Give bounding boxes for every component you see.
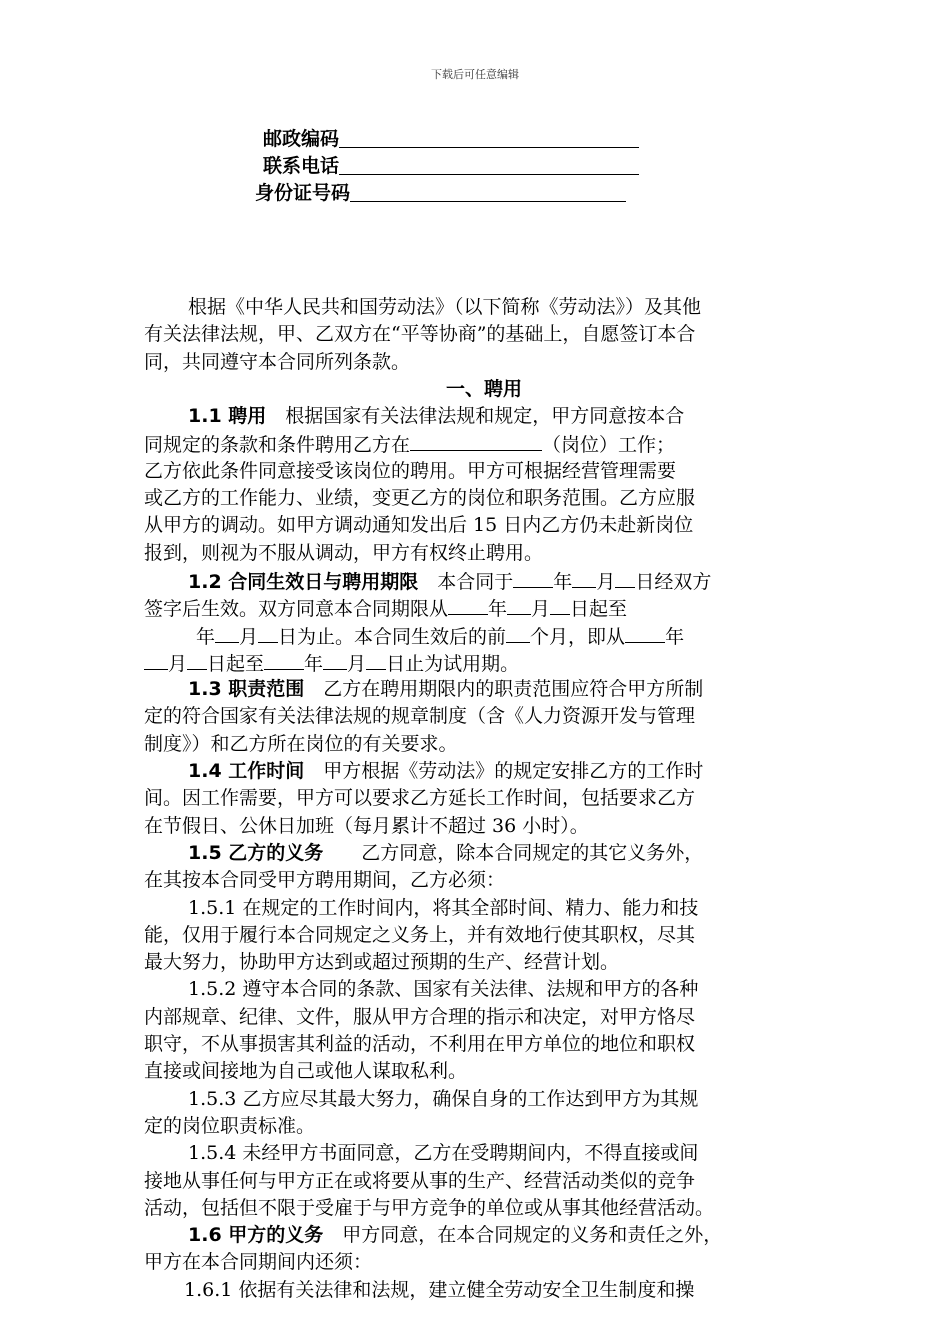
text-span: 日起至: [207, 652, 265, 675]
text-line: 在节假日、公休日加班（每月累计不超过 36 小时）。: [144, 814, 589, 837]
id-number-blank[interactable]: [350, 181, 626, 202]
text-span: 年: [553, 570, 573, 593]
text-span: 乙方在聘用期限内的职责范围应符合甲方所制: [323, 678, 704, 701]
text-span: 月: [347, 652, 367, 675]
text-span: 年: [488, 598, 508, 621]
clause-heading: 1.4 工作时间: [188, 760, 305, 783]
clause-1-1: [144, 403, 824, 430]
clause-1-3: [144, 676, 824, 703]
clause-heading: 1.1 聘用: [188, 405, 267, 428]
text-span: 日经双方: [635, 570, 712, 593]
postal-code-blank[interactable]: [339, 127, 639, 148]
months-blank[interactable]: [506, 622, 530, 643]
text-line: 制度》）和乙方所在岗位的有关要求。: [144, 732, 458, 755]
text-line: 活动，包括但不限于受雇于与甲方竞争的单位或从事其他经营活动。: [144, 1196, 715, 1219]
text-span: 日为止。本合同生效后的前: [278, 625, 507, 648]
text-line: [144, 594, 824, 621]
date-blank[interactable]: [615, 567, 635, 588]
text-span: 年: [665, 625, 685, 648]
id-number-line: [255, 178, 639, 205]
text-line: 报到，则视为不服从调动，甲方有权终止聘用。: [144, 541, 544, 564]
text-line: [144, 649, 824, 676]
phone-line: [255, 151, 639, 178]
text-line: [144, 430, 824, 457]
date-blank[interactable]: [507, 594, 531, 615]
contract-body: [144, 294, 824, 1304]
text-line: 有关法律法规，甲、乙双方在“平等协商”的基础上，自愿签订本合: [144, 323, 696, 346]
text-span: 甲方根据《劳动法》的规定安排乙方的工作时: [323, 760, 704, 783]
text-line: 直接或间接地为自己或他人谋取私利。: [144, 1060, 468, 1083]
text-line: 内部规章、纪律、文件，服从甲方合理的指示和决定，对甲方恪尽: [144, 1005, 696, 1028]
text-line: 在其按本合同受甲方聘用期间，乙方必须：: [144, 869, 506, 892]
text-line: 定的符合国家有关法律法规的规章制度（含《人力资源开发与管理: [144, 705, 696, 728]
text-line: 从甲方的调动。如甲方调动通知发出后 15 日内乙方仍未赴新岗位: [144, 514, 694, 537]
text-line: 接地从事任何与甲方正在或将要从事的生产、经营活动类似的竞争: [144, 1169, 696, 1192]
clause-1-5: [144, 840, 824, 867]
text-line: 1.5.4 未经甲方书面同意，乙方在受聘期间内，不得直接或间: [188, 1142, 699, 1165]
text-span: 签字后生效。双方同意本合同期限从: [144, 598, 449, 621]
text-span: 月: [168, 652, 188, 675]
text-span: 年: [196, 625, 216, 648]
date-blank[interactable]: [323, 649, 347, 670]
date-blank[interactable]: [187, 649, 207, 670]
text-span: 同规定的条款和条件聘用乙方在: [144, 434, 411, 457]
text-line: 或乙方的工作能力、业绩，变更乙方的岗位和职务范围。乙方应服: [144, 487, 696, 510]
phone-blank[interactable]: [339, 154, 639, 175]
text-line: 甲方在本合同期间内还须：: [144, 1251, 373, 1274]
date-blank[interactable]: [215, 622, 239, 643]
text-line: 职守，不从事损害其利益的活动，不利用在甲方单位的地位和职权: [144, 1033, 696, 1056]
section-heading: 一、聘用: [445, 377, 522, 400]
text-line: 间。因工作需要，甲方可以要求乙方延长工作时间，包括要求乙方: [144, 787, 696, 810]
contact-info-block: [255, 124, 639, 205]
text-line: 1.5.3 乙方应尽其最大努力，确保自身的工作达到甲方为其规: [188, 1087, 699, 1110]
id-number-label: 身份证号码: [255, 182, 351, 204]
date-blank[interactable]: [144, 649, 168, 670]
date-blank[interactable]: [258, 622, 278, 643]
text-span: 日起至: [570, 598, 628, 621]
text-span: 个月，即从: [530, 625, 626, 648]
text-line: 1.5.2 遵守本合同的条款、国家有关法律、法规和甲方的各种: [188, 978, 699, 1001]
text-span: 乙方同意，除本合同规定的其它义务外，: [361, 841, 704, 864]
text-span: 月: [239, 625, 259, 648]
text-line: 同，共同遵守本合同所列条款。: [144, 350, 411, 373]
text-span: 甲方同意，在本合同规定的义务和责任之外，: [342, 1224, 723, 1247]
clause-1-6: [144, 1222, 824, 1249]
date-blank[interactable]: [448, 594, 488, 615]
text-span: 本合同于: [437, 570, 514, 593]
text-span: 根据国家有关法律法规和规定，甲方同意按本合: [285, 405, 685, 428]
date-blank[interactable]: [625, 622, 665, 643]
clause-heading: 1.2 合同生效日与聘用期限: [188, 570, 419, 593]
text-span: 月: [596, 570, 616, 593]
text-line: 1.5.1 在规定的工作时间内，将其全部时间、精力、能力和技: [188, 896, 699, 919]
clause-1-2: [144, 567, 824, 594]
text-line: 1.6.1 依据有关法律和法规，建立健全劳动安全卫生制度和操: [184, 1278, 695, 1301]
text-span: 日止为试用期。: [386, 652, 520, 675]
text-span: 年: [304, 652, 324, 675]
clause-1-4: [144, 758, 824, 785]
date-blank[interactable]: [572, 567, 596, 588]
phone-label: 联系电话: [263, 155, 340, 177]
postal-code-line: [255, 124, 639, 151]
text-line: [144, 622, 824, 649]
date-blank[interactable]: [550, 594, 570, 615]
postal-code-label: 邮政编码: [263, 128, 340, 150]
position-blank[interactable]: [410, 430, 542, 451]
text-span: （岗位）工作；: [542, 434, 676, 457]
clause-heading: 1.3 职责范围: [188, 678, 305, 701]
text-line: 最大努力，协助甲方达到或超过预期的生产、经营计划。: [144, 951, 620, 974]
text-span: 月: [531, 598, 551, 621]
text-line: 根据《中华人民共和国劳动法》（以下简称《劳动法》）及其他: [188, 296, 702, 318]
date-blank[interactable]: [366, 649, 386, 670]
text-line: 能，仅用于履行本合同规定之义务上，并有效地行使其职权，尽其: [144, 923, 696, 946]
date-blank[interactable]: [264, 649, 304, 670]
header-note: 下载后可任意编辑: [431, 68, 519, 81]
date-blank[interactable]: [513, 567, 553, 588]
text-line: 定的岗位职责标准。: [144, 1114, 316, 1137]
text-line: 乙方依此条件同意接受该岗位的聘用。甲方可根据经营管理需要: [144, 459, 677, 482]
clause-heading: 1.6 甲方的义务: [188, 1224, 324, 1247]
clause-heading: 1.5 乙方的义务: [188, 841, 324, 864]
